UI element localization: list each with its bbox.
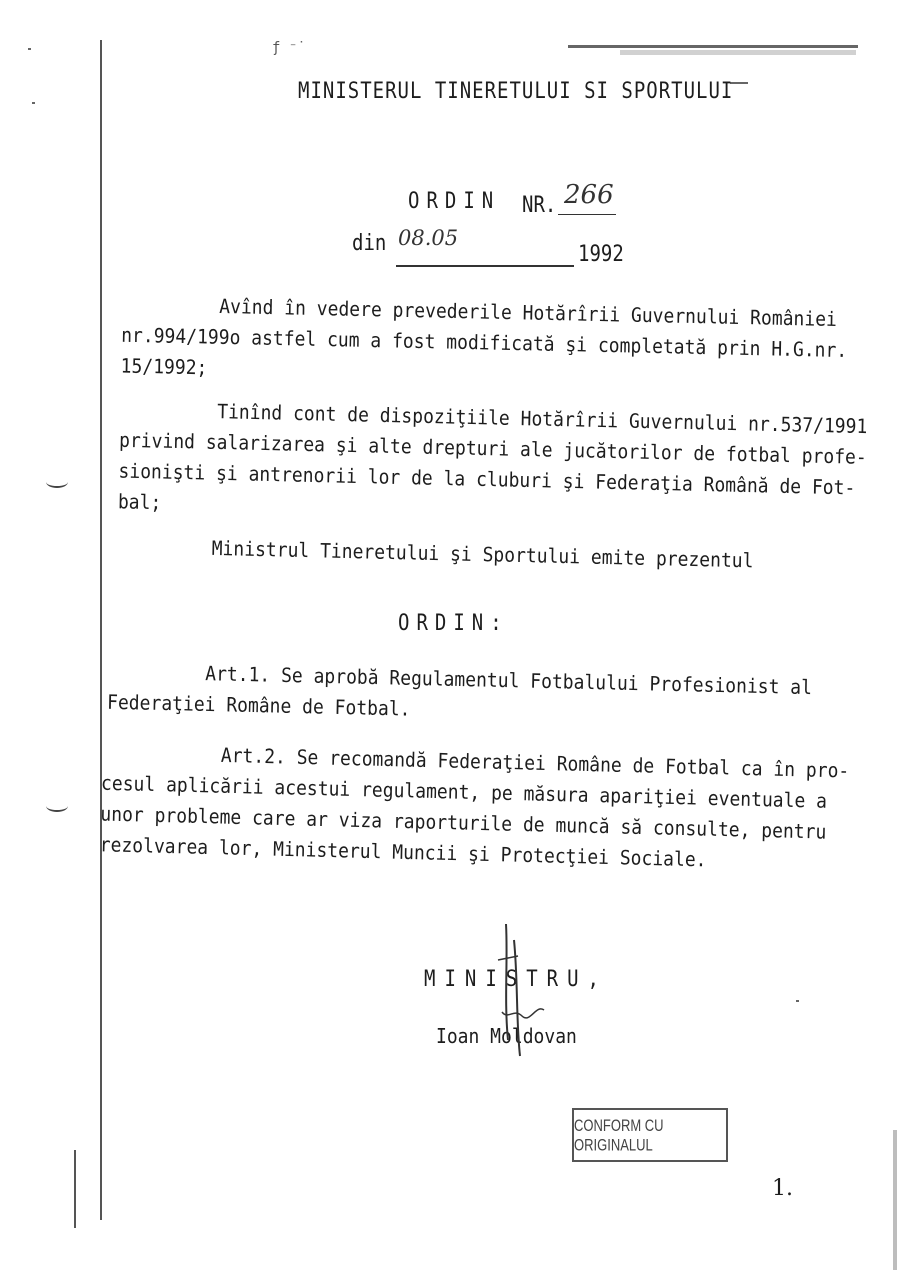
margin-line-lower (74, 1150, 76, 1228)
article-1: Art.1. Se aprobă Regulamentul Fotbalului Profesionist al Federaţiei Române de Fotbal. (106, 660, 813, 722)
order-title: ORDIN (408, 188, 501, 214)
signatory-name: Ioan Moldovan (436, 1024, 577, 1049)
handwritten-signature (478, 920, 558, 1060)
ministry-header: MINISTERUL TINERETULUI SI SPORTULUI (298, 78, 734, 104)
date-label: din (352, 230, 387, 256)
scan-speck (28, 48, 31, 50)
order-number-underline (558, 214, 616, 215)
issuing-statement: Ministrul Tineretului şi Sportului emite prezentul (211, 537, 754, 573)
date-underline (396, 265, 574, 267)
top-rule-shadow (620, 50, 856, 55)
scan-speck (796, 1000, 799, 1002)
order-heading: ORDIN: (398, 610, 509, 636)
signatory-title: MINISTRU, (424, 966, 608, 992)
preamble-paragraph-1: Avînd în vedere prevederile Hotărîrii Guvernului României nr.994/199o astfel cum a fost modificată şi completată prin H.G.nr. 15/1992; (120, 293, 848, 380)
punch-hole-mark (46, 476, 68, 488)
order-number-handwritten: 266 (564, 180, 614, 210)
page-number: 1. (772, 1176, 793, 1201)
punch-hole-mark (46, 800, 68, 812)
order-year: 1992 (578, 241, 624, 267)
scan-speck (32, 102, 35, 104)
article-2: Art.2. Se recomandă Federaţiei Române de Fotbal ca în pro- cesul aplicării acestui regulament, pe măsura apariţiei eventuale a unor probleme care ar viza raporturile de muncă să consulte, pentru rezolvarea lor, Ministerul Muncii şi Protecţiei Sociale. (99, 741, 850, 872)
page-edge-shadow (893, 1130, 897, 1270)
margin-line (100, 40, 102, 1220)
date-handwritten: 08.05 (398, 226, 459, 250)
top-rule (568, 45, 858, 48)
order-number-label: NR. (522, 192, 557, 218)
stamp-text: CONFORM CU ORIGINALUL (574, 1115, 664, 1155)
certified-copy-stamp (572, 1108, 728, 1162)
corner-mark: ƒ ⁻˙ (272, 40, 306, 56)
preamble-paragraph-2: Tinînd cont de dispoziţiile Hotărîrii Guvernului nr.537/1991 privind salarizarea şi alte drepturi ale jucătorilor de fotbal profe- sionişti şi antrenorii lor de la cluburi şi Federaţia Română de Fot- bal; (117, 398, 868, 515)
